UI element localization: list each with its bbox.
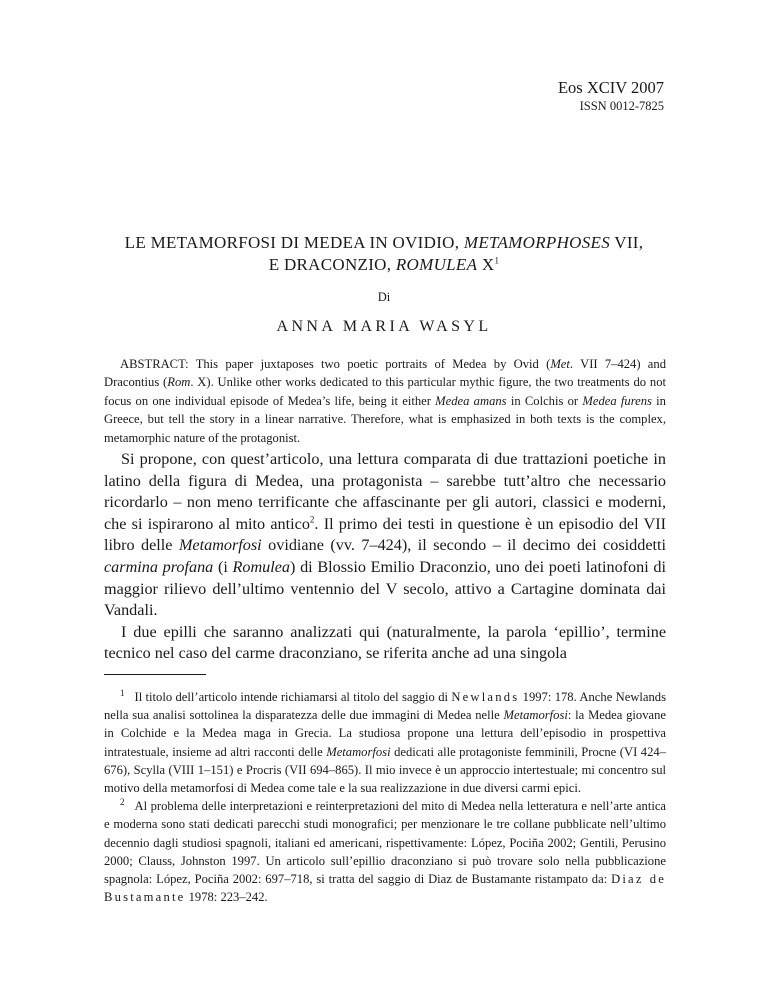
body-p1-b: . Il primo dei testi in questione è un episodio del VII libro delle (104, 514, 667, 555)
footnote-1-text-b: 1997: 178. Anche Newlands nella sua analisi sottolinea la disparatezza delle due immagini di Medea nelle (104, 690, 666, 723)
article-title (80, 232, 688, 276)
title-part-2: VII, (610, 233, 644, 252)
author-name: ANNA MARIA WASYL (276, 318, 492, 335)
footnotes (104, 688, 666, 906)
abstract-text-3: . X). Unlike other works dedicated to this particular mythic figure, the two treatments do not focus on one individual episode of Medea’s life, being it either (104, 375, 666, 408)
title-italic-1: METAMORPHOSES (463, 233, 611, 252)
title-part-3: E DRACONZIO, (268, 255, 396, 274)
title-footnote-marker: 1 (494, 255, 500, 266)
abstract-text-1: ABSTRACT: This paper juxtaposes two poetic portraits of Medea by Ovid ( (120, 357, 551, 371)
body-footnote-marker-2: 2 (309, 514, 315, 525)
body-p1-italic-romulea: Romulea (232, 557, 291, 576)
footnote-2-text-b: 1978: 223–242. (185, 890, 268, 905)
footnote-1 (104, 688, 666, 797)
footnote-1-text-f: dedicati alle protagoniste femminili, Procne (VI 424–676), Scylla (VIII 1–151) e Procris (VII 694–865). Il mio invece è un approccio intertestuale; mi concentro sul motivo della metamorfosi di Medea come tale e la sua realizzazione in due diversi carmi epici. (104, 744, 666, 796)
journal-volume: Eos XCIV 2007 (557, 78, 664, 97)
body-p1-d: ovidiane (vv. 7–424), il secondo – il decimo dei cosiddetti (261, 536, 666, 555)
footnote-1-italic-2: Metamorfosi (326, 744, 391, 759)
body-p1-italic-metamorfosi: Metamorfosi (178, 536, 262, 555)
abstract-italic-amans: Medea amans (435, 393, 507, 408)
footnote-2-author: Diaz de Bustamante (104, 872, 666, 905)
journal-header (558, 78, 664, 114)
footnote-2-text-a: Al problema delle interpretazioni e reinterpretazioni del mito di Medea nella letteratura e nell’arte antica e moderna sono stati dedicati parecchi studi monografici; per menzionare le tre collane pubblicate nell’ultimo decennio dagli studiosi spagnoli, italiani ed americani, rispettivamente: López, Pociña 2002; Gentili, Perusino 2000; Clauss, Johnston 1997. Un articolo sull’epillio draconziano si può trovare solo nella pubblicazione spagnola: López, Pociña 2002: 697–718, si tratta del saggio di Diaz de Bustamante ristampato da: (104, 799, 666, 887)
abstract-italic-rom: Rom (167, 375, 191, 390)
footnote-separator (104, 674, 206, 675)
abstract-italic-met: Met (550, 357, 570, 371)
footnote-1-italic-1: Metamorfosi (503, 708, 568, 723)
journal-issn: ISSN 0012-7825 (579, 99, 664, 113)
abstract (104, 355, 666, 447)
abstract-text-5: in Greece, but tell the story in a linear narrative. Therefore, what is emphasized in both texts is the complex, metamorphic nature of the protagonist. (104, 393, 666, 445)
footnote-2-number: 2 (120, 797, 125, 808)
footnote-2 (104, 797, 666, 906)
body-paragraph-2: I due epilli che saranno analizzati qui (naturalmente, la parola ‘epillio’, termine tecnico nel caso del carme draconziano, se riferita anche ad una singola (104, 622, 666, 663)
abstract-text-2: . VII 7–424) and Dracontius ( (104, 357, 666, 390)
body-p1-italic-carmina: carmina profana (104, 557, 214, 576)
article-body (104, 449, 666, 665)
footnote-1-author: Newlands (451, 690, 520, 704)
footnote-1-number: 1 (120, 687, 125, 698)
title-italic-2: ROMULEA (395, 255, 478, 274)
footnote-1-text-d: : la Medea giovane in Colchide e la Medea maga in Grecia. La studiosa propone una lettura dell’episodio in prospettiva intratestuale, insieme ad altri racconti delle (104, 708, 666, 759)
footnote-1-text-a: Il titolo dell’articolo intende richiamarsi al titolo del saggio di (134, 690, 452, 704)
abstract-text-4: in Colchis or (506, 393, 583, 408)
title-part-4: X (477, 255, 495, 274)
body-p1-h: ) di Blossio Emilio Draconzio, uno dei poeti latinofoni di maggior rilievo dell’ultimo ventennio del V secolo, attivo a Cartagine dominata dai Vandali. (104, 557, 666, 620)
byline-di: Di (377, 290, 391, 304)
body-paragraph-1 (104, 449, 666, 622)
title-part-1: LE METAMORFOSI DI MEDEA IN OVIDIO, (124, 233, 464, 252)
body-p1-f: (i (213, 557, 233, 576)
abstract-italic-furens: Medea furens (582, 393, 652, 408)
body-p1-a: Si propone, con quest’articolo, una lettura comparata di due trattazioni poetiche in latino della figura di Medea, una protagonista – sarebbe tutt’altro che necessario ricordarlo – non meno terrificante che affascinante per gli autori, classici e moderni, che si ispirarono al mito antico (104, 450, 666, 533)
